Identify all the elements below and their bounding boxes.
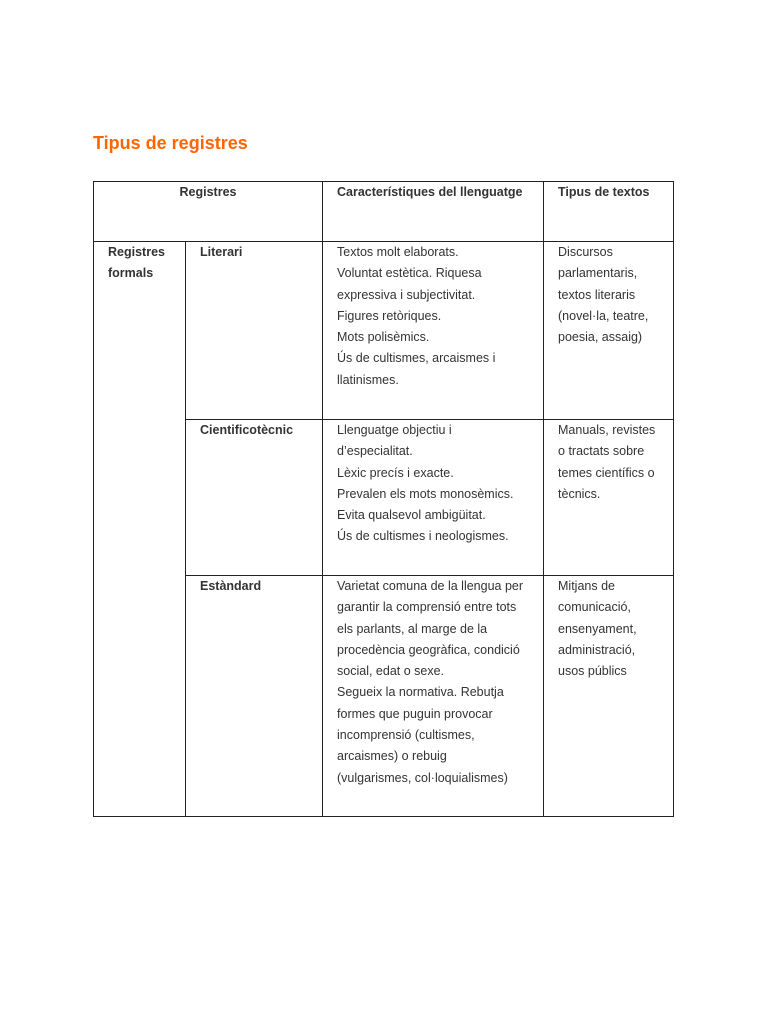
- feature-line: Segueix la normativa. Rebutja: [337, 685, 504, 700]
- register-name-estandard: Estàndard: [186, 576, 323, 817]
- header-tipus-textos: Tipus de textos: [544, 182, 674, 242]
- table-row: [94, 242, 674, 420]
- text-type-line: o tractats sobre: [558, 444, 645, 459]
- feature-line: garantir la comprensió entre tots: [337, 600, 517, 615]
- text-types-cell: [544, 420, 674, 576]
- feature-line: arcaismes) o rebuig: [337, 749, 447, 764]
- features-cell: [323, 242, 544, 420]
- feature-line: social, edat o sexe.: [337, 664, 445, 679]
- text-type-line: tècnics.: [558, 486, 601, 501]
- registers-table: [93, 181, 674, 817]
- text-type-line: administració,: [558, 642, 636, 657]
- group-label-line: Registres: [108, 245, 165, 259]
- feature-line: Mots polisèmics.: [337, 330, 430, 345]
- features-cell: [323, 420, 544, 576]
- feature-line: Figures retòriques.: [337, 308, 442, 323]
- feature-line: Ús de cultismes, arcaismes i: [337, 351, 496, 366]
- text-type-line: (novel·la, teatre,: [558, 308, 649, 323]
- feature-line: Textos molt elaborats.: [337, 245, 459, 259]
- feature-line: (vulgarismes, col·loquialismes): [337, 770, 508, 785]
- feature-line: expressiva i subjectivitat.: [337, 287, 476, 302]
- feature-line: formes que puguin provocar: [337, 706, 493, 721]
- feature-line: Prevalen els mots monosèmics.: [337, 486, 514, 501]
- header-registres: Registres: [94, 182, 323, 242]
- feature-line: Ús de cultismes i neologismes.: [337, 529, 509, 544]
- header-caracteristiques: Característiques del llenguatge: [323, 182, 544, 242]
- feature-line: llatinismes.: [337, 372, 399, 387]
- text-type-line: comunicació,: [558, 600, 631, 615]
- feature-line: Evita qualsevol ambigüitat.: [337, 508, 486, 523]
- feature-line: Voluntat estètica. Riquesa: [337, 266, 482, 281]
- feature-line: d’especialitat.: [337, 444, 413, 459]
- text-type-line: Discursos: [558, 245, 613, 259]
- feature-line: Llenguatge objectiu i: [337, 423, 452, 437]
- text-type-line: textos literaris: [558, 287, 636, 302]
- table-header-row: [94, 182, 674, 242]
- text-type-line: poesia, assaig): [558, 330, 643, 345]
- feature-line: incomprensió (cultismes,: [337, 728, 475, 743]
- feature-line: Lèxic precís i exacte.: [337, 465, 454, 480]
- group-label-line: formals: [108, 266, 154, 281]
- feature-line: els parlants, al marge de la: [337, 621, 488, 636]
- text-type-line: usos públics: [558, 664, 627, 679]
- text-type-line: Manuals, revistes: [558, 423, 656, 437]
- register-name-literari: Literari: [186, 242, 323, 420]
- feature-line: Varietat comuna de la llengua per: [337, 579, 524, 593]
- group-registres-formals: [94, 242, 186, 817]
- text-type-line: parlamentaris,: [558, 266, 638, 281]
- text-type-line: ensenyament,: [558, 621, 637, 636]
- features-cell: [323, 576, 544, 817]
- text-types-cell: [544, 576, 674, 817]
- text-types-cell: [544, 242, 674, 420]
- feature-line: procedència geogràfica, condició: [337, 642, 520, 657]
- register-name-cientificotecnic: Cientificotècnic: [186, 420, 323, 576]
- text-type-line: temes científics o: [558, 465, 655, 480]
- page-title: Tipus de registres: [93, 133, 248, 153]
- text-type-line: Mitjans de: [558, 579, 615, 593]
